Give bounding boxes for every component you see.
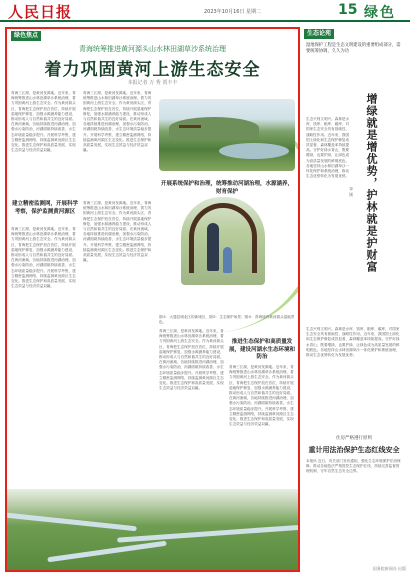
right-column — [304, 27, 406, 572]
feature-article-highlight[interactable] — [5, 27, 300, 572]
article-headline: 着力巩固黄河上游生态安全 — [44, 60, 261, 80]
landscape-photo — [159, 99, 295, 171]
article-body-column: 青海三江源，是黄河发源地。近年来，青海统筹推进山水林田湖草沙系统治理，着力巩固黄河上游生态安全。作为黄河源头区，青海把生态保护放在首位，持续开展湿地保护修复，加强水源涵养能力建设，推动形成人与自然和谐共生的良好局面。在黄河流域，各地持续推进河湖治理，加强水污染防治，河湖面貌持续改善，水生态环境质量稳步提升。开展科学考察，建立精密监测网络，持续监测黄河源区生态变化。推进生态保护和高质量发展，实现生态效益与经济效益双赢。 — [83, 91, 152, 153]
article-body-column: 青海三江源，是黄河发源地。近年来，青海统筹推进山水林田湖草沙系统治理，着力巩固黄河上游生态安全。作为黄河源头区，青海把生态保护放在首位，持续开展湿地保护修复，加强水源涵养能力建设，推动形成人与自然和谐共生的良好局面。在黄河流域，各地持续推进河湖治理，加强水污染防治，河湖面貌持续改善，水生态环境质量稳步提升。开展科学考察，建立精密监测网络，持续监测黄河源区生态变化。推进生态保护和高质量发展，实现生态效益与经济效益双赢。 — [229, 365, 294, 427]
article-body-column: 青海三江源，是黄河发源地。近年来，青海统筹推进山水林田湖草沙系统治理，着力巩固黄河上游生态安全。作为黄河源头区，青海把生态保护放在首位，持续开展湿地保护修复，加强水源涵养能力建设，推动形成人与自然和谐共生的良好局面。在黄河流域，各地持续推进河湖治理，加强水污染防治，河湖面貌持续改善，水生态环境质量稳步提升。开展科学考察，建立精密监测网络，持续监测黄河源区生态变化。推进生态保护和高质量发展，实现生态效益与经济效益双赢。 — [11, 91, 76, 153]
news-headline: 重计用法治保护生态红线安全 — [308, 446, 400, 454]
article-body-column: 青海三江源，是黄河发源地。近年来，青海统筹推进山水林田湖草沙系统治理，着力巩固黄河上游生态安全。作为黄河源头区，青海把生态保护放在首位，持续开展湿地保护修复，加强水源涵养能力建设，推动形成人与自然和谐共生的良好局面。在黄河流域，各地持续推进河湖治理，加强水污染防治，河湖面貌持续改善，水生态环境质量稳步提升。开展科学考察，建立精密监测网络，持续监测黄河源区生态变化。推进生态保护和高质量发展，实现生态效益与经济效益双赢。 — [159, 329, 224, 391]
wetland-photo — [7, 489, 298, 570]
opinion-title: 增绿就是增优势，护林就是护财富 — [365, 93, 378, 273]
opinion-deck: 湿地保护工程是生态文明建设的重要组成部分，需要统筹协调，久久为功 — [306, 43, 401, 54]
opinion-body: 生态兴则文明兴。森林是水库、钱库、粮库、碳库，对国家生态安全具有基础性、战略性作用。近年来，我国国土绿化和生态保护修复成效显著，森林覆盖率持续提高。守护好绿水青山，既要增绿，也要护绿，让绿色成为高质量发展的鲜明底色。各地坚持山水林田湖草沙一体化保护和系统治理，推动生态优势转化为发展优势。 — [306, 327, 400, 358]
issue-date: 2023年10月16日 星期二 — [204, 9, 262, 15]
photo-caption: 图①：大通县城北区的新城区，图②：生态保护场景；图③：青海境内黄河源头湿地景色。 — [159, 315, 295, 324]
article-body-column: 青海三江源，是黄河发源地。近年来，青海统筹推进山水林田湖草沙系统治理，着力巩固黄河上游生态安全。作为黄河源头区，青海把生态保护放在首位，持续开展湿地保护修复，加强水源涵养能力建设，推动形成人与自然和谐共生的良好局面。在黄河流域，各地持续推进河湖治理，加强水污染防治，河湖面貌持续改善，水生态环境质量稳步提升。开展科学考察，建立精密监测网络，持续监测黄河源区生态变化。推进生态保护和高质量发展，实现生态效益与经济效益双赢。 — [11, 227, 76, 289]
page-masthead — [0, 0, 410, 22]
article-subheading: 开展系统保护和治理，统筹推动河湖治理，水源涵养，财育保护 — [160, 181, 293, 195]
article-body-column: 青海三江源，是黄河发源地。近年来，青海统筹推进山水林田湖草沙系统治理，着力巩固黄河上游生态安全。作为黄河源头区，青海把生态保护放在首位，持续开展湿地保护修复，加强水源涵养能力建设，推动形成人与自然和谐共生的良好局面。在黄河流域，各地持续推进河湖治理，加强水污染防治，河湖面貌持续改善，水生态环境质量稳步提升。开展科学考察，建立精密监测网络，持续监测黄河源区生态变化。推进生态保护和高质量发展，实现生态效益与经济效益双赢。 — [83, 201, 152, 263]
article-byline: 本报记者 万 秀 贾丰丰 — [127, 80, 178, 86]
newspaper-logo: 人民日报 — [8, 3, 73, 21]
article-subheading: 推进生态保护和高质量发展，建设河湖水生态环境和防治 — [229, 339, 296, 360]
article-kicker: 青海统筹推进黄河源头山水林田湖草沙系统治理 — [79, 45, 226, 53]
article-subheading: 建立精密监测网，开展科学考察，保护监测黄河源区 — [11, 201, 78, 215]
opinion-author: 李 刚 — [349, 187, 354, 197]
page-section-name: 绿色 — [364, 5, 396, 21]
feature-column-label: 绿色焦点 — [11, 31, 41, 41]
news-kicker: 住房严格遵行原则 — [336, 436, 372, 441]
opinion-body: 生态兴则文明兴。森林是水库、钱库、粮库、碳库，对国家生态安全具有基础性、战略性作用。近年来，我国国土绿化和生态保护修复成效显著，森林覆盖率持续提高。守护好绿水青山，既要增绿，也要护绿，让绿色成为高质量发展的鲜明底色。各地坚持山水林田湖草沙一体化保护和系统治理，推动生态优势转化为发展优势。 — [306, 117, 350, 179]
page-footer: 国务院新闻办 出版 — [372, 566, 406, 571]
page-number: 15 — [338, 2, 358, 18]
opinion-column-label: 生态论苑 — [304, 29, 334, 39]
family-park-photo — [181, 197, 265, 285]
news-body: 本报讯 近日，有关部门发布通知，强化生态环境保护法治保障，推动各地依法严格管控生态保护红线，持续完善监督管理机制，守牢自然生态安全边界。 — [306, 459, 401, 474]
